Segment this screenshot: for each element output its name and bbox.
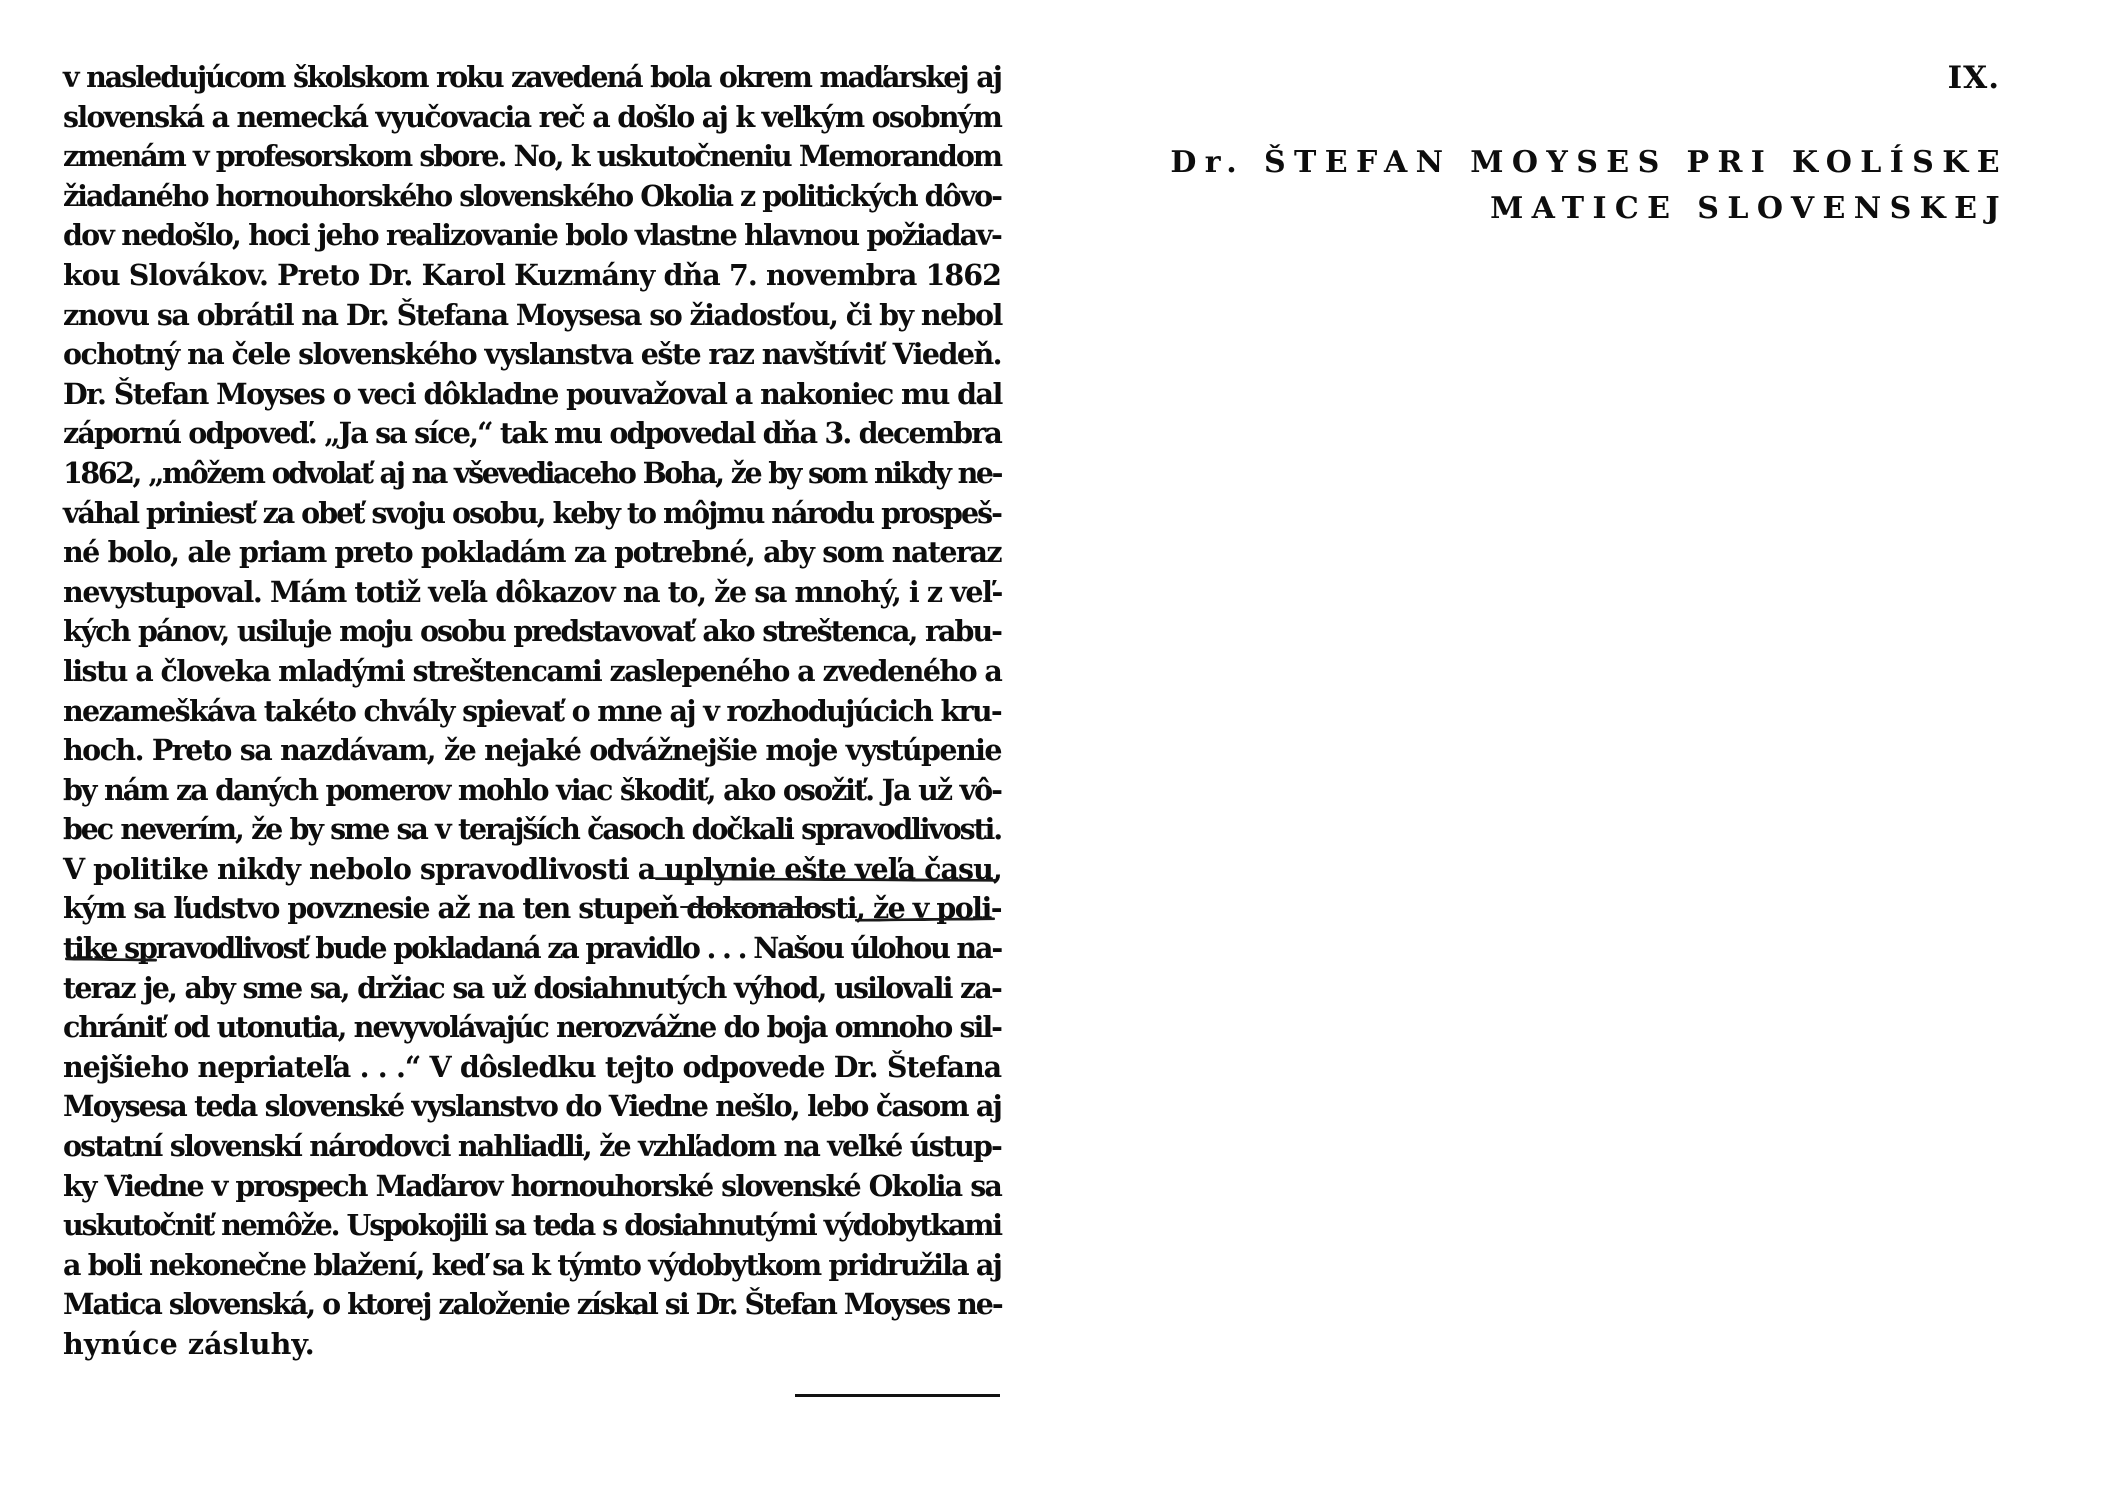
text-line: slovenská a nemecká vyučovacia reč a došlo aj k veľkým osobným [63, 99, 1002, 134]
text-line: teraz je, aby sme sa, držiac sa už dosiahnutých výhod, usilovali za- [63, 970, 1001, 1005]
text-line: kých pánov, usiluje moju osobu predstavovať ako streštenca, rabu- [63, 614, 1001, 649]
text-line: v nasledujúcom školskom roku zavedená bola okrem maďarskej aj [63, 60, 1001, 94]
text-line: kým sa ľudstvo povznesie až na ten stupeň dokonalosti, že v poli- [63, 891, 1001, 926]
text-line: kou Slovákov. Preto Dr. Karol Kuzmány dňa 7. novembra 1862 [63, 257, 1001, 292]
text-line: uskutočniť nemôže. Uspokojili sa teda s dosiahnutými výdobytkami [63, 1208, 1001, 1243]
text-line: dov nedošlo, hoci jeho realizovanie bolo vlastne hlavnou požiadav- [63, 218, 1001, 253]
text-line: hynúce zásluhy. [63, 1327, 315, 1361]
text-line: tike spravodlivosť bude pokladaná za pravidlo . . . Našou úlohou na- [63, 931, 1001, 966]
text-line: zápornú odpoveď. „Ja sa síce,“ tak mu odpovedal dňa 3. decembra [63, 416, 1001, 451]
chapter-title-line-2: MATICE SLOVENSKEJ [1490, 191, 2008, 226]
text-line: znovu sa obrátil na Dr. Štefana Moysesa so žiadosťou, či by nebol [63, 297, 1002, 332]
text-line: nezameškáva takéto chvály spievať o mne aj v rozhodujúcich kru- [63, 693, 1001, 728]
text-line: ky Viedne v prospech Maďarov hornouhorské slovenské Okolia sa [63, 1168, 1001, 1203]
chapter-title-line-1: Dr. ŠTEFAN MOYSES PRI KOLÍSKE [1170, 145, 2008, 180]
chapter-title [1170, 140, 2008, 232]
text-line: hoch. Preto sa nazdávam, že nejaké odvážnejšie moje vystúpenie [63, 733, 1001, 768]
text-line: Moysesa teda slovenské vyslanstvo do Viedne nešlo, lebo časom aj [63, 1089, 1001, 1124]
text-line: nevystupoval. Mám totiž veľa dôkazov na to, že sa mnohý, i z veľ- [63, 574, 1002, 609]
end-rule [795, 1394, 1000, 1397]
text-line: a boli nekonečne blažení, keď sa k týmto výdobytkom pridružila aj [63, 1247, 1001, 1282]
text-line: V politike nikdy nebolo spravodlivosti a uplynie ešte veľa času, [63, 851, 1002, 886]
text-line: ochotný na čele slovenského vyslanstva ešte raz navštíviť Viedeň. [63, 337, 1001, 372]
text-line: by nám za daných pomerov mohlo viac škodiť, ako osožiť. Ja už vô- [63, 772, 1001, 807]
text-line: Matica slovenská, o ktorej založenie získal si Dr. Štefan Moyses ne- [63, 1287, 1002, 1322]
text-line: ostatní slovenskí národovci nahliadli, že vzhľadom na veľké ústup- [63, 1129, 1001, 1164]
text-line: žiadaného hornouhorského slovenského Okolia z politických dôvo- [63, 178, 1001, 213]
text-line: 1862, „môžem odvolať aj na vševediaceho Boha, že by som nikdy ne- [63, 455, 1001, 490]
chapter-number: IX. [1947, 60, 2000, 96]
text-line: bec neverím, že by sme sa v terajších časoch dočkali spravodlivosti. [63, 812, 1001, 847]
text-line: váhal priniesť za obeť svoju osobu, keby to môjmu národu prospeš- [63, 495, 1001, 530]
text-line: né bolo, ale priam preto pokladám za potrebné, aby som nateraz [63, 535, 1001, 570]
text-line: zmenám v profesorskom sbore. No, k uskutočneniu Memorandom [63, 139, 1001, 174]
text-line: nejšieho nepriateľa . . .“ V dôsledku tejto odpovede Dr. Štefana [63, 1049, 1001, 1084]
text-line: listu a človeka mladými streštencami zaslepeného a zvedeného a [63, 653, 1002, 688]
text-line: Dr. Štefan Moyses o veci dôkladne pouvažoval a nakoniec mu dal [63, 376, 1002, 411]
text-line: chrániť od utonutia, nevyvolávajúc nerozvážne do boja omnoho sil- [63, 1010, 1001, 1045]
left-page-text [63, 58, 1001, 1365]
